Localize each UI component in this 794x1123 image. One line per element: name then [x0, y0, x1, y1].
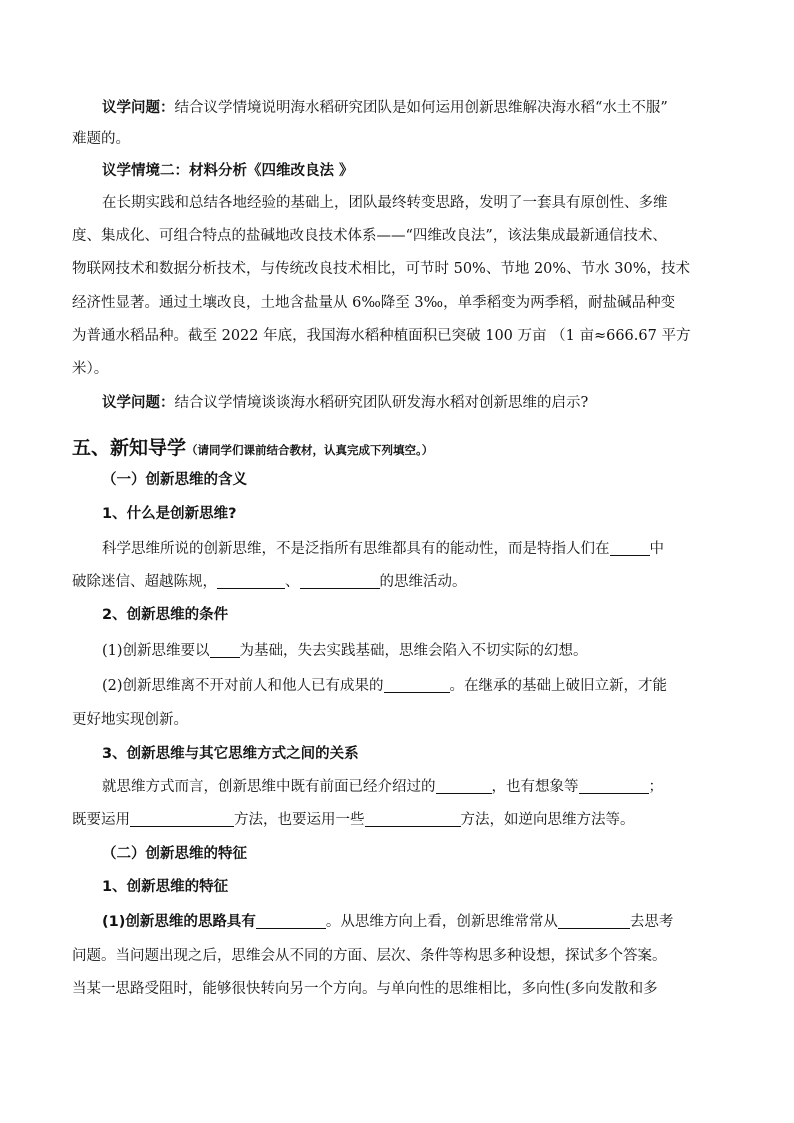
q1-label: 议学问题： — [102, 100, 175, 116]
fill-blank[interactable] — [365, 808, 461, 827]
q2-text: 结合议学情境谈谈海水稻研究团队研发海水稻对创新思维的启示? — [174, 395, 589, 411]
section5-heading — [72, 433, 433, 460]
q1-line2: 难题的。 — [72, 131, 130, 147]
part1-s3-title: 3、创新思维与其它思维方式之间的关系 — [102, 746, 359, 762]
part1-s1-line1: 科学思维所说的创新思维，不是泛指所有思维都具有的能动性，而是特指人们在 中 — [72, 533, 664, 566]
part1-s1-line2: 破除迷信、超越陈规， 、 的思维活动。 — [72, 566, 467, 599]
fill-blank[interactable] — [210, 639, 240, 658]
q1-text: 结合议学情境说明海水稻研究团队是如何运用创新思维解决海水稻“水土不服” — [174, 100, 668, 116]
material-line-2: 度、集成化、可组合特点的盐碱地改良技术体系——“四维改良法”，该法集成最新通信技术、 — [72, 228, 667, 244]
part1-s2-line3: 更好地实现创新。 — [72, 712, 188, 728]
material-line-3: 物联网技术和数据分析技术，与传统改良技术相比，可节时 50%、节地 20%、节水 30%，技术 — [72, 261, 691, 277]
fill-blank[interactable] — [558, 910, 630, 929]
fill-blank[interactable] — [384, 674, 450, 693]
material-line-6: 米）。 — [72, 361, 109, 377]
fill-blank[interactable] — [579, 775, 649, 794]
fill-blank[interactable] — [217, 570, 285, 589]
part1-s2-line2: (2)创新思维离不开对前人和他人已有成果的 。在继承的基础上破旧立新，才能 — [72, 670, 667, 703]
part2-title: （二）创新思维的特征 — [102, 846, 247, 862]
part1-s1-title: 1、什么是创新思维? — [102, 506, 237, 522]
part2-s1-title: 1、创新思维的特征 — [102, 879, 229, 895]
q2-line — [72, 387, 588, 420]
part1-s2-title: 2、创新思维的条件 — [102, 607, 229, 623]
part2-s1-line2: 问题。当问题出现之后，思维会从不同的方面、层次、条件等构思多种设想，探试多个答案。 — [72, 948, 667, 964]
section5-title: 五、新知导学 — [72, 437, 187, 459]
q1-line1 — [72, 92, 668, 125]
part1-title: （一）创新思维的含义 — [102, 472, 247, 488]
material-line-1: 在长期实践和总结各地经验的基础上，团队最终转变思路，发明了一套具有原创性、多维 — [102, 195, 668, 211]
q2-label: 议学问题： — [102, 395, 175, 411]
part1-s3-line2: 既要运用 方法，也要运用一些 方法，如逆向思维方法等。 — [72, 804, 635, 837]
fill-blank[interactable] — [130, 808, 234, 827]
material-line-4: 经济性显著。通过土壤改良，土地含盐量从 6‰降至 3‰，单季稻变为两季稻，耐盐碱品种变 — [72, 295, 676, 311]
fill-blank[interactable] — [436, 775, 492, 794]
scenario2-title: 材料分析《四维改良法 》 — [189, 163, 354, 179]
part1-s2-line1: (1)创新思维要以 为基础，失去实践基础，思维会陷入不切实际的幻想。 — [72, 635, 588, 668]
part1-s3-line1: 就思维方式而言，创新思维中既有前面已经介绍过的 ，也有想象等 ； — [72, 771, 663, 804]
scenario2-label: 议学情境二： — [102, 163, 189, 179]
part2-s1-line3: 当某一思路受阻时，能够很快转向另一个方向。与单向性的思维相比，多向性(多向发散和多 — [72, 981, 658, 997]
section5-note: （请同学们课前结合教材，认真完成下列填空。） — [186, 443, 434, 457]
part2-s1-line1: (1)创新思维的思路具有 。从思维方向上看，创新思维常常从 去思考 — [72, 906, 673, 939]
fill-blank[interactable] — [300, 570, 380, 589]
scenario2-heading — [72, 155, 354, 188]
fill-blank[interactable] — [610, 537, 650, 556]
material-line-5: 为普通水稻品种。截至 2022 年底，我国海水稻种植面积已突破 100 万亩 （1 亩≈666.67 平方 — [72, 328, 691, 344]
fill-blank[interactable] — [256, 910, 326, 929]
